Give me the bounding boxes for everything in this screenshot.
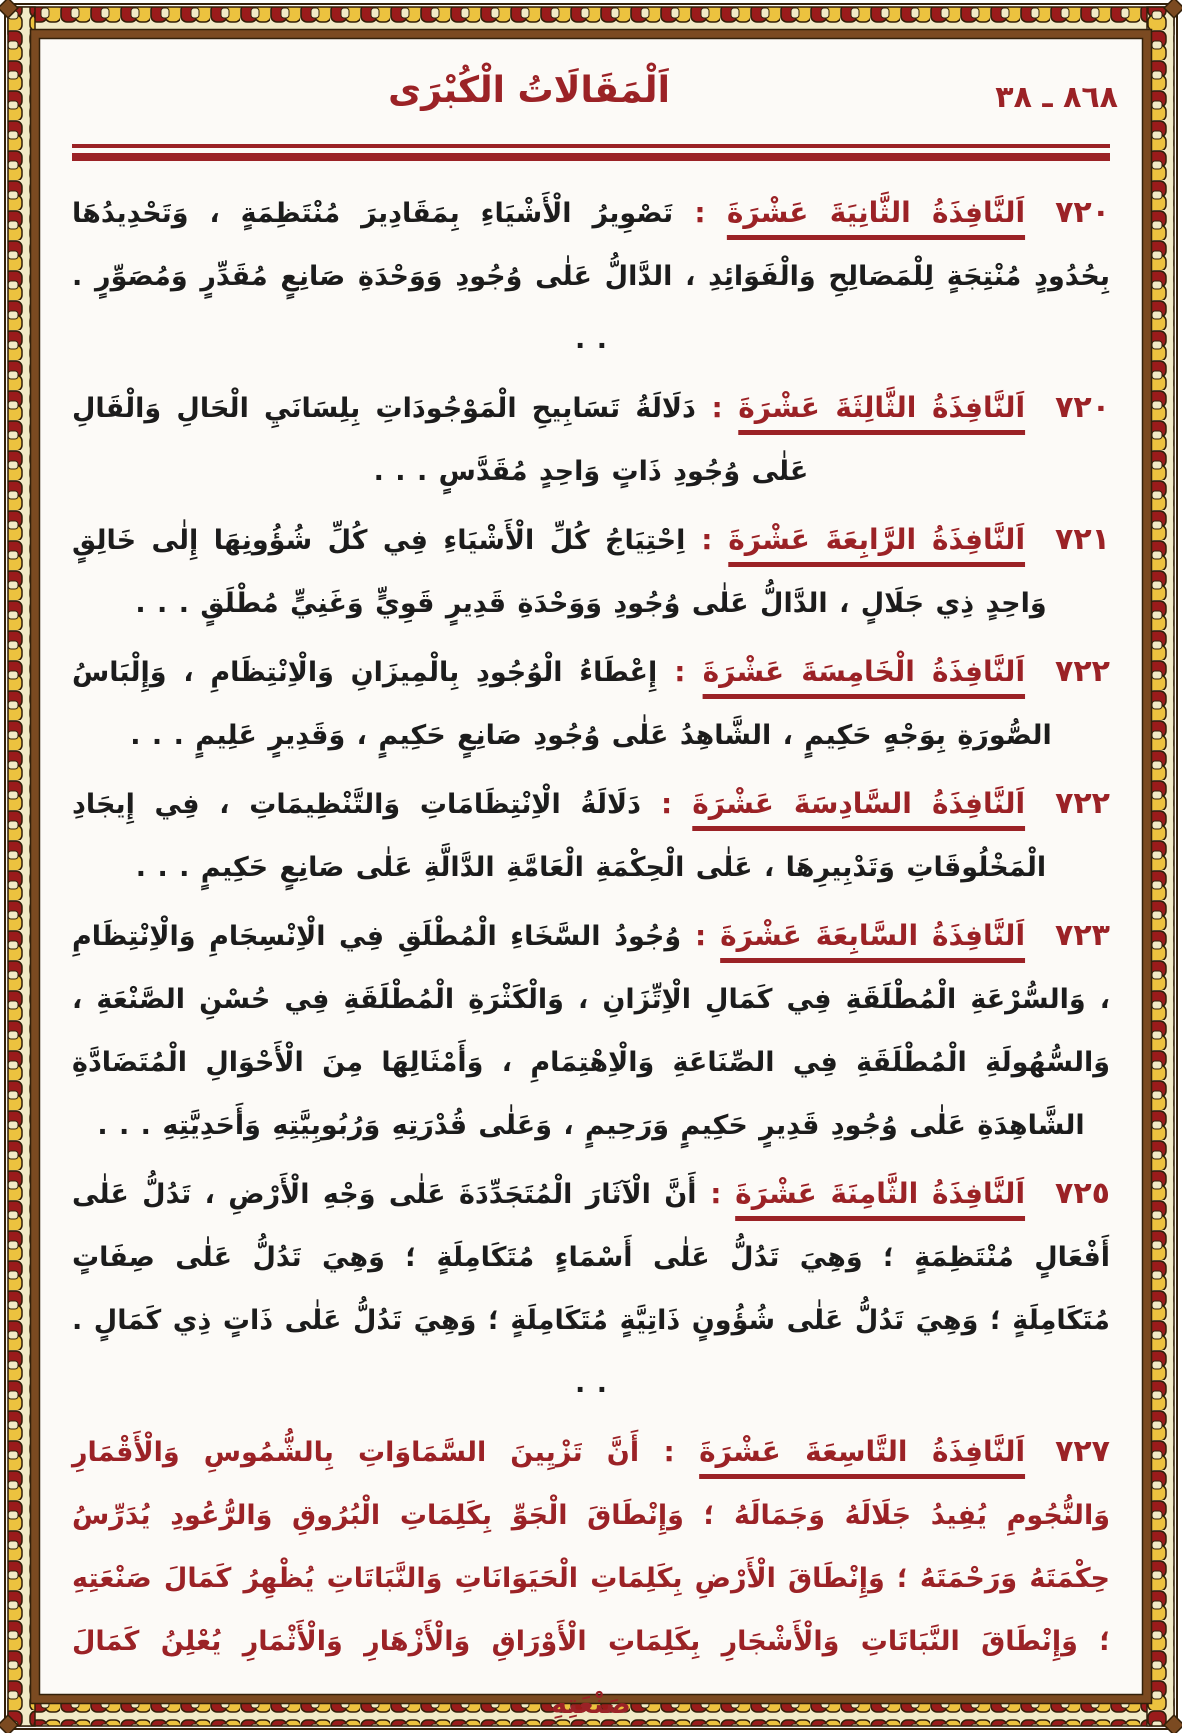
paragraph-number: ٧٢٣ [1055,918,1110,953]
book-title: اَلْمَقَالَاتُ الْكُبْرَى [388,70,670,111]
paragraph-number: ٧٢٠ [1055,390,1111,425]
paragraph-number: ٧٢٥ [1055,1176,1110,1211]
paragraph-text: اِحْتِيَاجُ كُلِّ الْأَشْيَاءِ فِي كُلِّ شُؤُونِهَا إِلٰى خَالِقٍ وَاحِدٍ ذِي جَلَالٍ ، الدَّالُّ عَلٰى وُجُودِ وَوَحْدَةِ قَدِيرٍ قَوِيٍّ وَغَنِيٍّ مُطْلَقٍ . . . [72,525,1047,619]
page-content [72,52,1118,1720]
window-title: اَلنَّافِذَةُ التَّاسِعَةَ عَشْرَةَ [699,1435,1026,1468]
title-colon: : [695,391,739,424]
paragraph-text: إِعْطَاءُ الْوُجُودِ بِالْمِيزَانِ وَالْاِنْتِظَامِ ، وَإِلْبَاسُ الصُّورَةِ بِوَجْهٍ حَكِيمٍ ، الشَّاهِدُ عَلٰى وُجُودِ صَانِعٍ حَكِيمٍ ، وَقَدِيرٍ عَلِيمٍ . . . [72,657,1052,751]
header-divider-rule [72,144,1110,161]
title-colon: : [685,523,729,556]
paragraph-number: ٧٢١ [1055,522,1110,557]
paragraph-721 [72,508,1110,635]
paragraph-727 [72,1420,1110,1736]
paragraph-text: وُجُودُ السَّخَاءِ الْمُطْلَقِ فِي الْاِنْسِجَامِ وَالْاِنْتِظَامِ ، وَالسُّرْعَةِ الْمُطْلَقَةِ فِي كَمَالِ الْاِتِّزَانِ ، وَالْكَثْرَةِ الْمُطْلَقَةِ فِي حُسْنِ الصَّنْعَةِ ، وَالسُّهُولَةِ الْمُطْلَقَةِ فِي الصِّنَاعَةِ وَالْاِهْتِمَامِ ، وَأَمْثَالِهَا مِنَ الْأَحْوَالِ الْمُتَضَادَّةِ الشَّاهِدَةِ عَلٰى وُجُودِ قَدِيرٍ حَكِيمٍ وَرَحِيمٍ ، وَعَلٰى قُدْرَتِهِ وَرُبُوبِيَّتِهِ وَأَحَدِيَّتِهِ . . . [72,921,1110,1141]
window-title: اَلنَّافِذَةُ السَّادِسَةَ عَشْرَةَ [692,787,1026,820]
title-colon: : [673,196,727,229]
window-title: اَلنَّافِذَةُ الْخَامِسَةَ عَشْرَةَ [702,655,1026,688]
window-title: اَلنَّافِذَةُ الثَّالِثَةَ عَشْرَةَ [738,391,1026,424]
title-colon: : [640,787,693,820]
paragraph-text: أَنَّ الْآثَارَ الْمُتَجَدِّدَةَ عَلٰى وَجْهِ الْأَرْضِ ، تَدُلُّ عَلٰى أَفْعَالٍ مُنْتَظِمَةٍ ؛ وَهِيَ تَدُلُّ عَلٰى أَسْمَاءٍ مُتَكَامِلَةٍ ؛ وَهِيَ تَدُلُّ عَلٰى صِفَاتٍ مُتَكَامِلَةٍ ؛ وَهِيَ تَدُلُّ عَلٰى شُؤُونٍ ذَاتِيَّةٍ مُتَكَامِلَةٍ ؛ وَهِيَ تَدُلُّ عَلٰى ذَاتٍ ذِي كَمَالٍ . . . [72,1179,1110,1399]
paragraph-text: أَنَّ تَزْيِينَ السَّمَاوَاتِ بِالشُّمُوسِ وَالْأَقْمَارِ وَالنُّجُومِ يُفِيدُ جَلَالَهُ وَجَمَالَهُ ؛ وَإِنْطَاقَ الْجَوِّ بِكَلِمَاتِ الْبُرُوقِ وَالرُّعُودِ يُدَرِّسُ حِكْمَتَهُ وَرَحْمَتَهُ ؛ وَإِنْطَاقَ الْأَرْضِ بِكَلِمَاتِ الْحَيَوَانَاتِ وَالنَّبَاتَاتِ يُظْهِرُ كَمَالَ صَنْعَتِهِ ؛ وَإِنْطَاقَ النَّبَاتَاتِ وَالْأَشْجَارِ بِكَلِمَاتِ الْأَوْرَاقِ وَالْأَزْهَارِ وَالْأَثْمَارِ يُعْلِنُ كَمَالَ صَنْعَتِهِ [72,1437,1110,1720]
paragraph-722b [72,772,1110,899]
page-header [72,52,1118,144]
title-colon: : [639,1435,700,1468]
paragraph-725 [72,1162,1110,1415]
title-colon: : [681,919,721,952]
paragraph-text: دَلَالَةُ تَسَابِيحِ الْمَوْجُودَاتِ بِلِسَانَيِ الْحَالِ وَالْقَالِ عَلٰى وُجُودِ ذَاتٍ وَاحِدٍ مُقَدَّسٍ . . . [72,393,809,487]
paragraph-list [72,175,1110,1736]
window-title: اَلنَّافِذَةُ الثَّامِنَةَ عَشْرَةَ [735,1177,1026,1210]
paragraph-720a [72,181,1110,371]
title-colon: : [696,1177,736,1210]
paragraph-number: ٧٢٢ [1055,786,1110,821]
paragraph-text: دَلَالَةُ الْاِنْتِظَامَاتِ وَالتَّنْظِيمَاتِ ، فِي إِيجَادِ الْمَخْلُوقَاتِ وَتَدْبِيرِهَا ، عَلٰى الْحِكْمَةِ الْعَامَّةِ الدَّالَّةِ عَلٰى صَانِعٍ حَكِيمٍ . . . [72,789,1047,883]
page-number: ٨٦٨ ـ ٣٨ [995,80,1118,115]
window-title: اَلنَّافِذَةُ الرَّابِعَةَ عَشْرَةَ [728,523,1026,556]
paragraph-number: ٧٢٢ [1055,654,1110,689]
paragraph-723 [72,904,1110,1157]
paragraph-722a [72,640,1110,767]
paragraph-text: تَصْوِيرُ الْأَشْيَاءِ بِمَقَادِيرَ مُنْتَظِمَةٍ ، وَتَحْدِيدُهَا بِحُدُودٍ مُنْتِجَةٍ لِلْمَصَالِحِ وَالْفَوَائِدِ ، الدَّالُّ عَلٰى وُجُودِ وَوَحْدَةِ صَانِعٍ مُقَدِّرٍ وَمُصَوِّرٍ . . . [72,198,1110,355]
title-colon: : [657,655,703,688]
paragraph-720b [72,376,1110,503]
window-title: اَلنَّافِذَةُ الثَّانِيَةَ عَشْرَةَ [726,196,1026,229]
paragraph-number: ٧٢٠ [1055,195,1110,230]
window-title: اَلنَّافِذَةُ السَّابِعَةَ عَشْرَةَ [720,919,1026,952]
paragraph-number: ٧٢٧ [1055,1434,1110,1469]
